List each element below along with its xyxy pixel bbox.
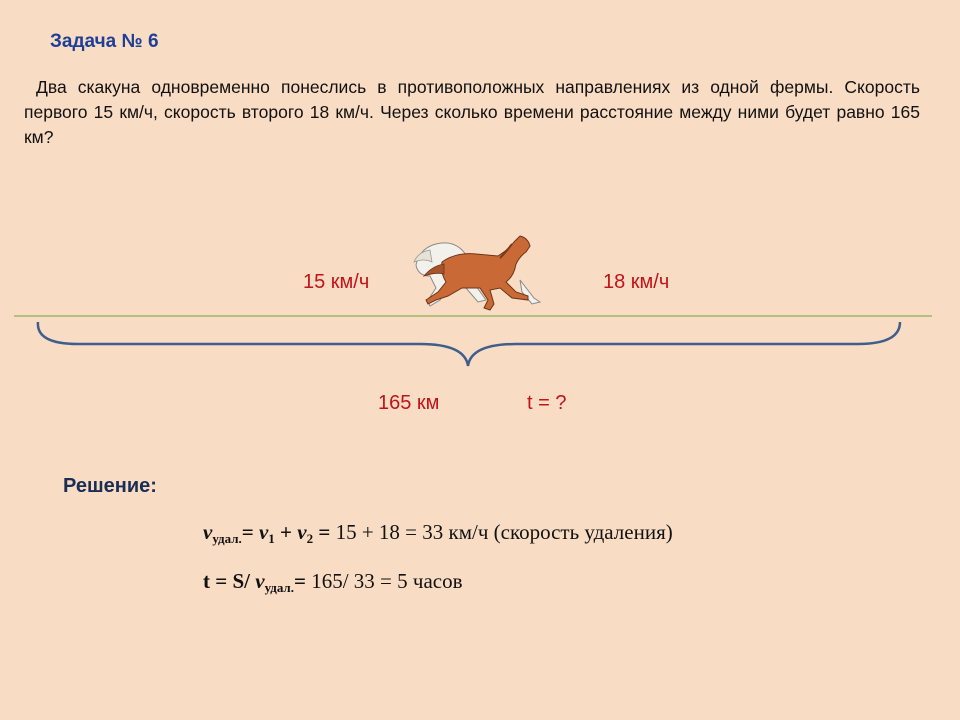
speed-second-label: 18 км/ч [603,271,670,293]
eq1-v-sub: удал. [212,531,242,546]
eq2-lhs: t = S/ [203,569,256,593]
removal-speed-equation [203,520,673,547]
speed-first-label: 15 км/ч [303,271,370,293]
eq1-plus: + [274,520,298,544]
distance-label: 165 км [378,392,440,414]
eq1-v1-sub: 1 [268,531,275,546]
time-question-label: t = ? [527,392,567,414]
task-title: Задача № 6 [50,31,159,52]
eq1-v: v [203,520,213,544]
eq2-v-sub: удал. [264,580,294,595]
eq1-v1: v [258,520,269,544]
eq2-eq: = [293,569,312,593]
eq1-eq-b: = [313,520,336,544]
eq1-v2: v [297,520,307,544]
eq1-v2-sub: 2 [306,531,314,546]
eq2-v: v [255,569,265,593]
solution-heading: Решение: [63,475,157,497]
eq1-rest: 15 + 18 = 33 км/ч (скорость удаления) [335,520,673,544]
eq1-eq-a: = [241,520,259,544]
time-equation [203,569,463,596]
horses-icon [414,236,540,310]
distance-brace [38,322,900,366]
problem-statement: Два скакуна одновременно понеслись в противоположных направлениях из одной фермы. Скорость первого 15 км/ч, скорость второго 18 км/ч. Через сколько времени расстояние между ними будет равно 165 км? [24,77,920,147]
eq2-rest: 165/ 33 = 5 часов [311,569,463,593]
